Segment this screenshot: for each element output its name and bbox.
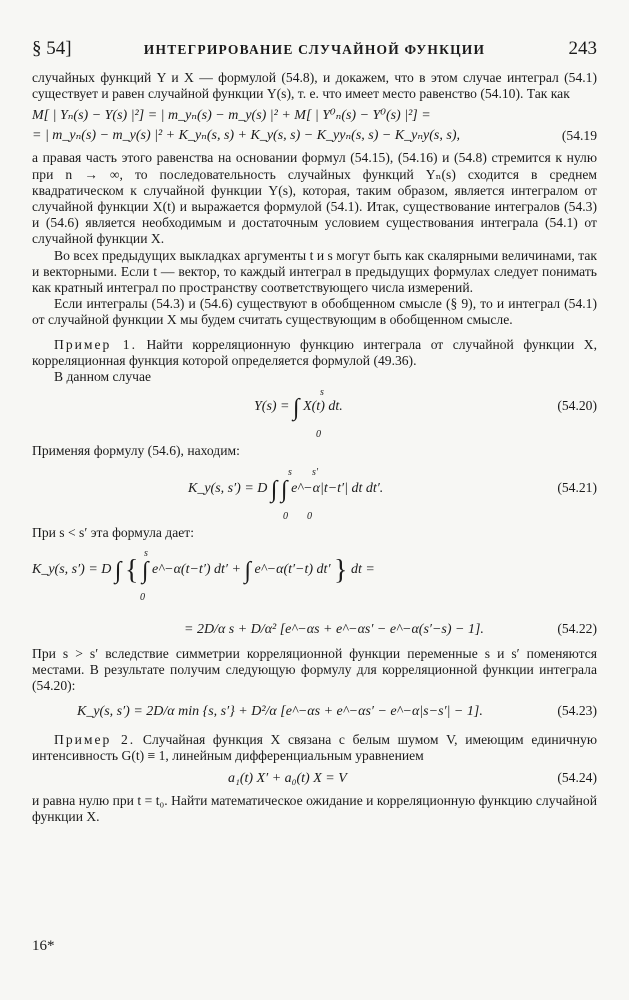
integral-sign: ∫	[141, 557, 149, 584]
close-brace: }	[334, 554, 348, 586]
lower-limit: 0	[140, 591, 145, 603]
page-number: 243	[568, 38, 597, 59]
integral-sign: ∫	[270, 477, 278, 504]
example-2-text: Случайная функция X связана с белым шумом V, имеющим единичную интенсивность G(t) ≡ 1, линейным дифференциальным уравнением	[32, 732, 597, 764]
equation-54-21	[32, 459, 597, 525]
applying-formula: Применяя формулу (54.6), находим:	[32, 443, 240, 459]
upper-limit: s	[144, 547, 148, 559]
equation-54-22-right: e^−α(t′−t) dt′	[254, 561, 331, 577]
paragraph-2: а правая часть этого равенства на основании формул (54.15), (54.16) и (54.8) стремится к нулю при n → ∞, то последовательность случайных функций Yₙ(s) сходится в среднем квадратическом к случайной функции Y(s), которая, таким образом, является интегралом от случайной функции X(t) и выражается формулой (54.1). Итак, существование интегралов (54.3) и (54.6) является необходимым и достаточным условием существования интеграла (54.1) от случайной функции X.	[32, 150, 597, 247]
chapter-title: ИНТЕГРИРОВАНИЕ СЛУЧАЙНОЙ ФУНКЦИИ	[143, 42, 486, 57]
example-2	[32, 732, 597, 764]
equation-number: (54.20)	[557, 398, 597, 414]
paragraph-6: и равна нулю при t = t₀. Найти математическое ожидание и корреляционную функцию случайной функции X.	[32, 792, 597, 824]
equation-54-20-left: Y(s) =	[254, 399, 290, 415]
equation-54-22-line2	[184, 620, 484, 640]
equation-54-19	[32, 106, 597, 146]
running-header	[32, 36, 597, 62]
equation-54-21-right: e^−α|t−t′| dt dt′.	[291, 481, 384, 497]
equation-54-24-body: a₁(t) X′ + a₀(t) X = V	[228, 770, 347, 786]
example-1-label: Пример 1.	[54, 336, 137, 352]
equation-number: (54.23)	[557, 703, 597, 719]
equation-54-22	[32, 542, 597, 646]
integral-sign: ∫	[114, 557, 122, 584]
equation-54-22-body: = 2D/α s + D/α² [e^−αs + e^−αs′ − e^−α(s′−s) − 1].	[184, 621, 484, 637]
equation-54-19-body: = | m_yₙ(s) − m_y(s) |² + K_yₙ(s, s) + K_y(s, s) − K_yyₙ(s, s) − K_yₙy(s, s),	[32, 128, 460, 144]
paragraph-1: случайных функций Y и X — формулой (54.8), и докажем, что в этом случае интеграл (54.1) существует и равен случайной функции Y(s), т. е. что имеет место равенство (54.10). Так как	[32, 70, 597, 102]
paragraph-5: При s > s′ вследствие симметрии корреляционной функции переменные s и s′ поменяются местами. В результате получим следующую формулу для корреляционной функции интеграла (54.20):	[32, 645, 597, 694]
equation-54-24	[32, 765, 597, 793]
upper-limit: s	[320, 387, 324, 399]
equation-54-19-line1: M[ | Yₙ(s) − Y(s) |²] = | m_yₙ(s) − m_y(s) |² + M[ | Y⁰ₙ(s) − Y⁰(s) |²] =	[32, 108, 431, 124]
paragraph-3: Во всех предыдущих выкладках аргументы t и s могут быть как скалярными величинами, так и векторными. Если t — вектор, то каждый интеграл в предыдущих формулах следует понимать как кратный интеграл по пространству соответствующего числа измерений.	[32, 247, 597, 296]
paragraph-4: Если интегралы (54.3) и (54.6) существуют в обобщенном смысле (§ 9), то и интеграл (54.1) от случайной функции X мы будем считать существующим в обобщенном смысле.	[32, 296, 597, 328]
equation-number: (54.22)	[557, 620, 597, 636]
equation-54-20	[32, 385, 597, 443]
upper-limit: s′	[312, 467, 319, 479]
signature-mark: 16*	[32, 938, 55, 954]
page-body	[32, 70, 597, 825]
equation-54-20-right: X(t) dt.	[303, 399, 343, 415]
example-1-case: В данном случае	[54, 369, 152, 385]
lower-limit: 0	[307, 511, 312, 523]
upper-limit: s	[288, 467, 292, 479]
equation-54-19-line2	[32, 126, 597, 146]
integral-sign: ∫	[293, 395, 300, 422]
equation-54-21-left: K_y(s, s′) = D	[188, 481, 268, 497]
equation-number: (54.24)	[557, 769, 597, 785]
example-2-label: Пример 2.	[54, 732, 136, 748]
integral-sign: ∫	[280, 477, 288, 504]
when-less: При s < s′ эта формула дает:	[32, 525, 194, 541]
lower-limit: 0	[316, 429, 321, 441]
open-brace: {	[124, 554, 139, 586]
integral-sign: ∫	[244, 557, 252, 584]
equation-54-22-left: K_y(s, s′) = D	[32, 561, 112, 577]
equation-54-23-body: K_y(s, s′) = 2D/α min {s, s′} + D²/α [e^−αs + e^−αs′ − e^−α|s−s′| − 1].	[77, 704, 483, 720]
equation-54-23	[32, 694, 597, 728]
equation-54-22-end: dt =	[350, 561, 375, 577]
example-1-text: Найти корреляционную функцию интеграла от случайной функции X, корреляционная функция которой определяется формулой (49.36).	[32, 336, 597, 368]
equation-number: (54.21)	[557, 480, 597, 496]
equation-number: (54.19	[561, 128, 597, 144]
lower-limit: 0	[283, 511, 288, 523]
example-1	[32, 337, 597, 369]
section-ref: § 54]	[32, 38, 72, 59]
equation-54-22-mid: e^−α(t−t′) dt′ +	[152, 561, 241, 577]
